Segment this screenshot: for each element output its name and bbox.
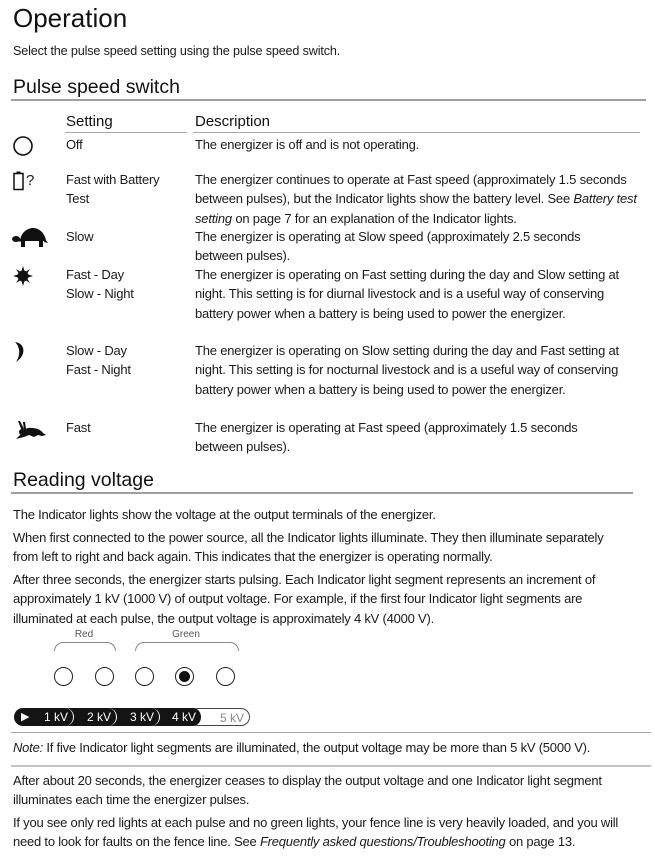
paragraph: The Indicator lights show the voltage at the output terminals of the energizer. [13,507,436,522]
indicator-light [135,667,154,686]
battery-test-setting-link[interactable]: Battery test setting [195,191,637,226]
section-heading-pulse-speed-switch: Pulse speed switch [13,76,180,98]
note-label: Note: [13,740,43,755]
page-title: Operation [13,3,128,33]
section-divider [11,99,646,101]
group-label-green: Green [172,629,200,640]
troubleshooting-link[interactable]: Frequently asked questions/Troubleshooting [259,834,506,850]
paragraph: After three seconds, the energizer starts pulsing. Each Indicator light segment represents an increment of approximately 1 kV (1000 V) of output voltage. For example, if the first four Indicator light segments are illuminated at each pulse, the output voltage is approximately 4 kV (4000 V). [13,572,596,626]
play-icon: ▶ [21,711,30,723]
section-heading-reading-voltage: Reading voltage [13,469,154,491]
sun-icon [13,266,33,286]
bracket-green [135,642,239,651]
voltage-label: 4 kV [171,710,196,724]
voltage-segment [14,708,74,726]
question-mark: ? [26,172,35,189]
setting-description: The energizer is operating at Fast speed (approximately 1.5 seconds between pulses). [195,420,578,455]
bracket-red [54,642,116,651]
circle-off-icon [12,135,34,157]
column-header-rule [65,132,187,133]
setting-line: Slow - Night [66,286,134,302]
hare-icon [12,419,48,441]
setting-label [66,341,191,380]
setting-line: Test [66,191,90,207]
indicator-light [175,667,194,686]
setting-description: The energizer is operating on Slow setting during the day and Fast setting at night. This setting is for nocturnal livestock and is a useful way of conserving battery power when a battery is being used to power the energizer. [195,343,619,397]
tortoise-icon [11,227,49,249]
indicator-light [216,667,235,686]
group-label-red: Red [74,629,94,640]
section-divider [11,492,633,494]
battery-question-icon [13,171,34,191]
setting-label: Fast [66,420,91,435]
setting-line: Fast - Day [66,267,124,282]
setting-label: Slow [66,229,94,244]
column-header-rule [193,132,640,133]
note-text: If five Indicator light segments are illuminated, the output voltage may be more than 5 kV (5000 V). [42,740,591,755]
setting-description: The energizer is operating on Fast setting during the day and Slow setting at night. This setting is for diurnal livestock and is a useful way of conserving battery power when a battery is being used to power the energizer. [195,267,619,321]
voltage-scale [14,708,250,726]
column-header-setting: Setting [66,113,113,130]
setting-description: The energizer is operating at Slow speed (approximately 2.5 seconds between pulses). [195,229,581,264]
setting-line: Fast - Night [66,362,131,378]
paragraph [13,813,643,852]
indicator-light [54,667,73,686]
voltage-segment [194,708,250,726]
setting-description [195,170,645,228]
note-divider [11,765,651,767]
voltage-label: 1 kV [43,710,68,724]
battery-icon [13,171,25,191]
voltage-label: 5 kV [219,711,244,725]
voltage-label: 2 kV [86,710,111,724]
indicator-light [95,667,114,686]
setting-label: Off [66,137,83,152]
column-header-description: Description [195,113,271,130]
setting-line: Slow - Day [66,343,127,358]
setting-description: The energizer is off and is not operating. [195,137,420,152]
description-text: The energizer continues to operate at Fast speed (approximately 1.5 seconds between pulses), but the Indicator lights show the battery level. See [195,172,627,207]
setting-label [66,265,191,304]
paragraph: When first connected to the power source, all the Indicator lights illuminate. They then illuminate separately from left to right and back again. This indicates that the energizer is operating normally. [13,530,604,565]
paragraph-text: If you see only red lights at each pulse and no green lights, your fence line is very heavily loaded, and you will need to look for faults on the fence line. See [13,815,619,850]
paragraph-text: on page 13. [505,834,576,850]
moon-icon [13,341,27,363]
note-divider [11,732,651,733]
voltage-label: 3 kV [129,710,154,724]
description-text: on page 7 for an explanation of the Indicator lights. [231,210,517,226]
paragraph: After about 20 seconds, the energizer ceases to display the output voltage and one Indicator light segment illuminates each time the energizer pulses. [13,773,602,808]
setting-label [66,170,191,209]
intro-text: Select the pulse speed setting using the pulse speed switch. [13,44,341,58]
setting-line: Fast with Battery [66,172,160,187]
note [13,738,653,757]
